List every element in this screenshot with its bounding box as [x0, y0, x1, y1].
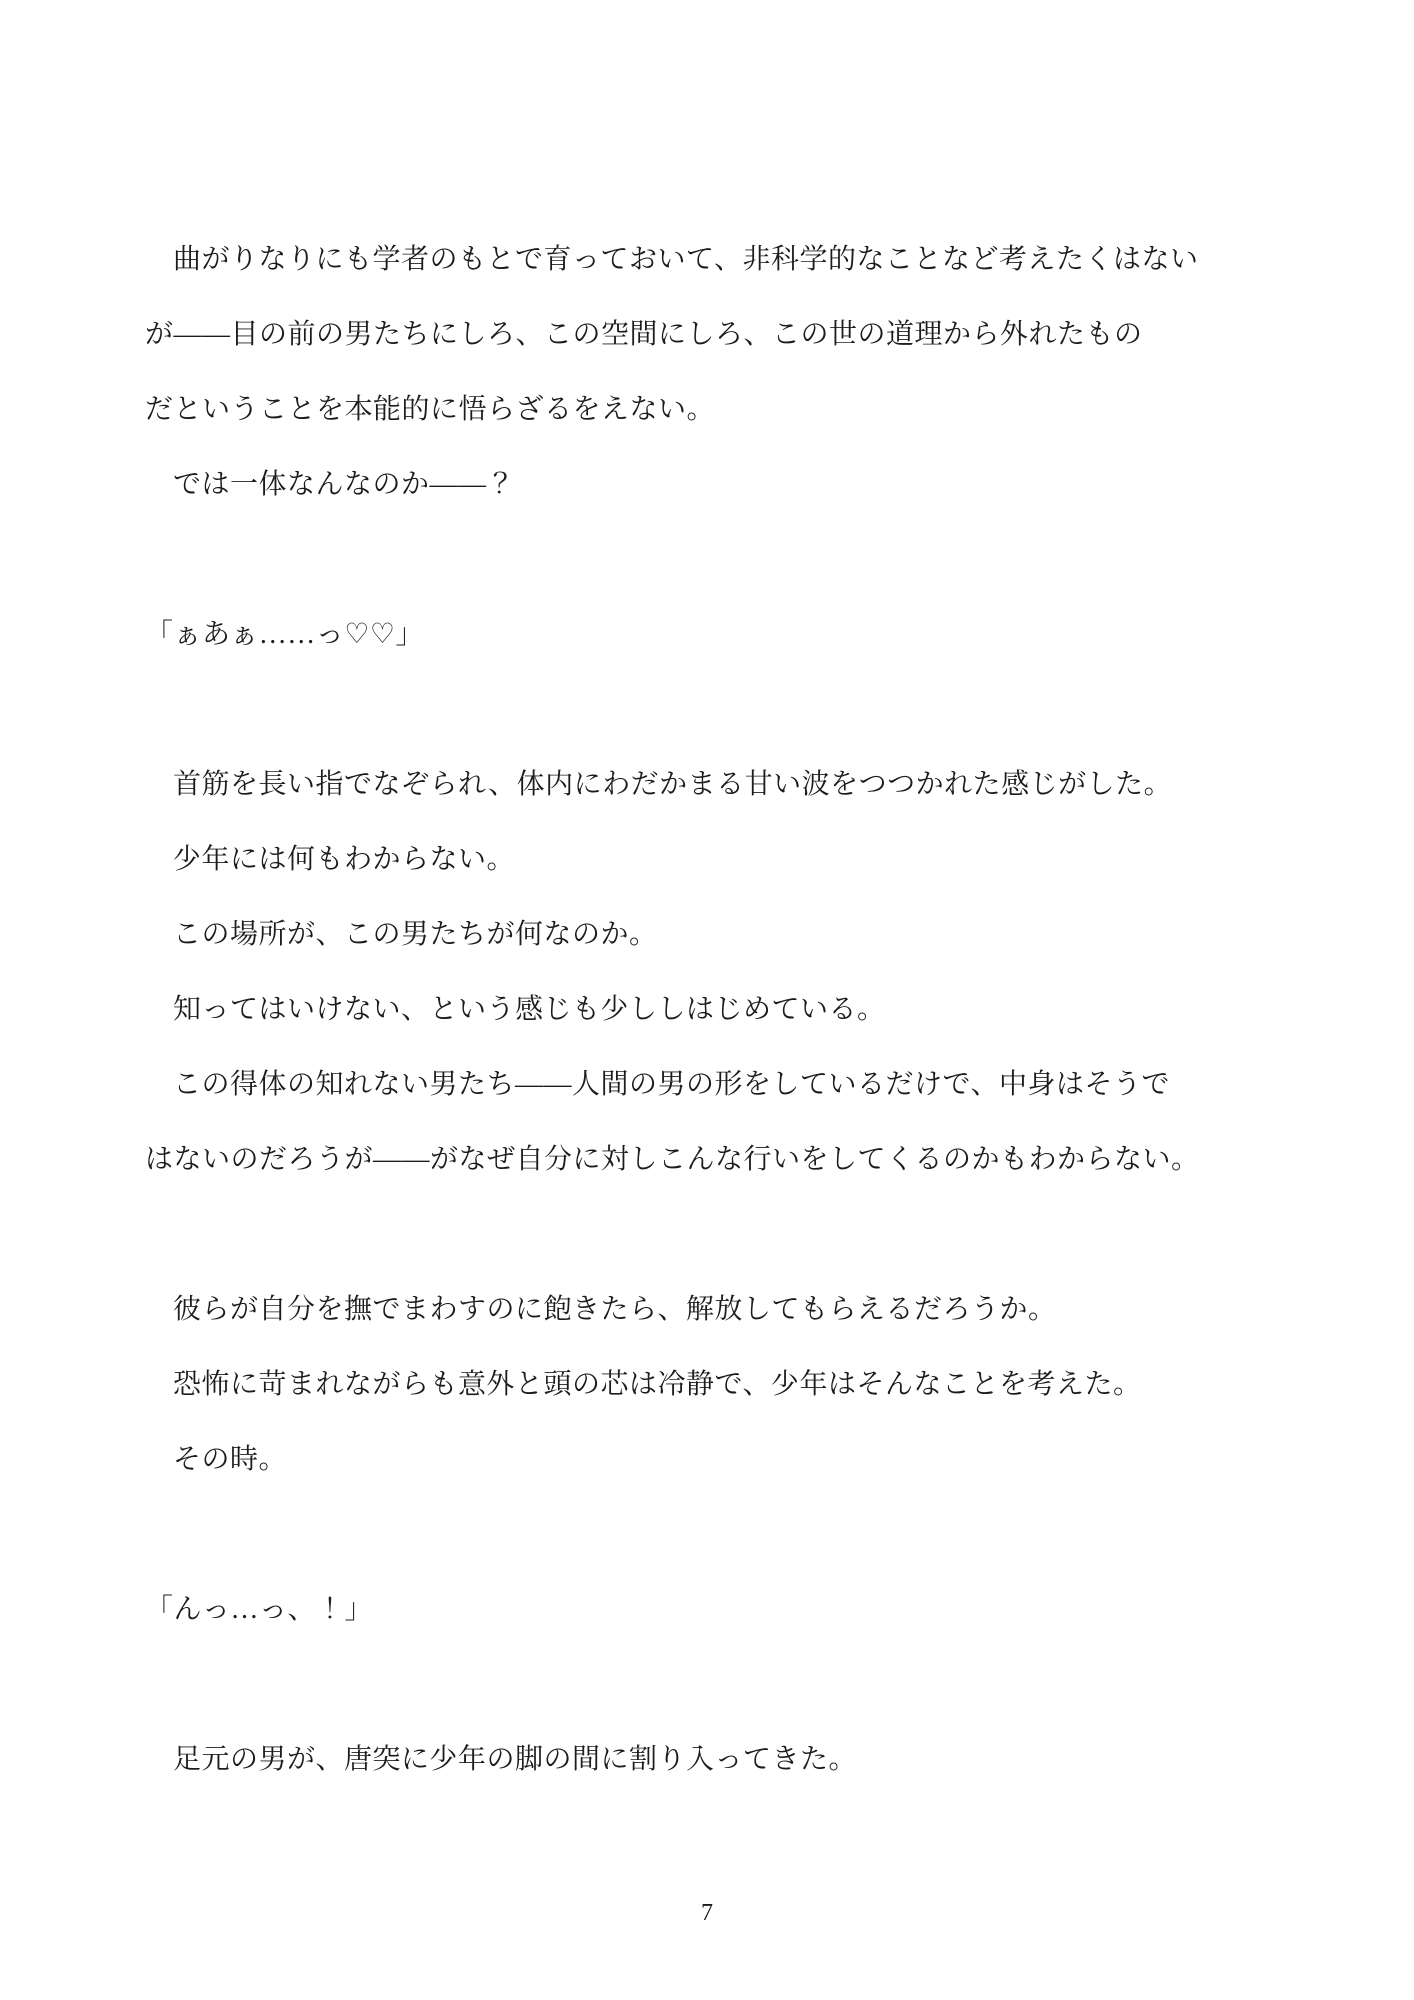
text-line: 知ってはいけない、という感じも少ししはじめている。 — [173, 994, 886, 1025]
text-line: この場所が、この男たちが何なのか。 — [173, 919, 658, 950]
blank-line — [145, 1647, 1270, 1722]
text-line: この得体の知れない男たち――人間の男の形をしているだけで、中身はそうで — [173, 1069, 1170, 1100]
text-content — [145, 222, 1270, 1797]
text-line: その時。 — [173, 1444, 288, 1475]
text-line: 彼らが自分を撫でまわすのに飽きたら、解放してもらえるだろうか。 — [173, 1294, 1057, 1325]
text-line: では一体なんなのか――？ — [173, 469, 516, 500]
page-number: 7 — [701, 1900, 713, 1926]
blank-line — [145, 1197, 1270, 1272]
text-line: 少年には何もわからない。 — [173, 844, 516, 875]
text-line: 首筋を長い指でなぞられ、体内にわだかまる甘い波をつつかれた感じがした。 — [173, 769, 1173, 800]
text-line: 「ぁあぁ……っ♡♡」 — [145, 619, 424, 650]
text-line: 「んっ…っ、！」 — [145, 1594, 374, 1625]
text-line: が――目の前の男たちにしろ、この空間にしろ、この世の道理から外れたもの — [145, 319, 1143, 350]
blank-line — [145, 522, 1270, 597]
text-line: 曲がりなりにも学者のもとで育っておいて、非科学的なことなど考えたくはない — [173, 244, 1199, 275]
text-line: だということを本能的に悟らざるをえない。 — [145, 394, 716, 425]
blank-line — [145, 1497, 1270, 1572]
text-line: 恐怖に苛まれながらも意外と頭の芯は冷静で、少年はそんなことを考えた。 — [173, 1369, 1142, 1400]
blank-line — [145, 672, 1270, 747]
text-line: 足元の男が、唐突に少年の脚の間に割り入ってきた。 — [173, 1744, 858, 1775]
text-line: はないのだろうが――がなぜ自分に対しこんな行いをしてくるのかもわからない。 — [145, 1144, 1200, 1175]
